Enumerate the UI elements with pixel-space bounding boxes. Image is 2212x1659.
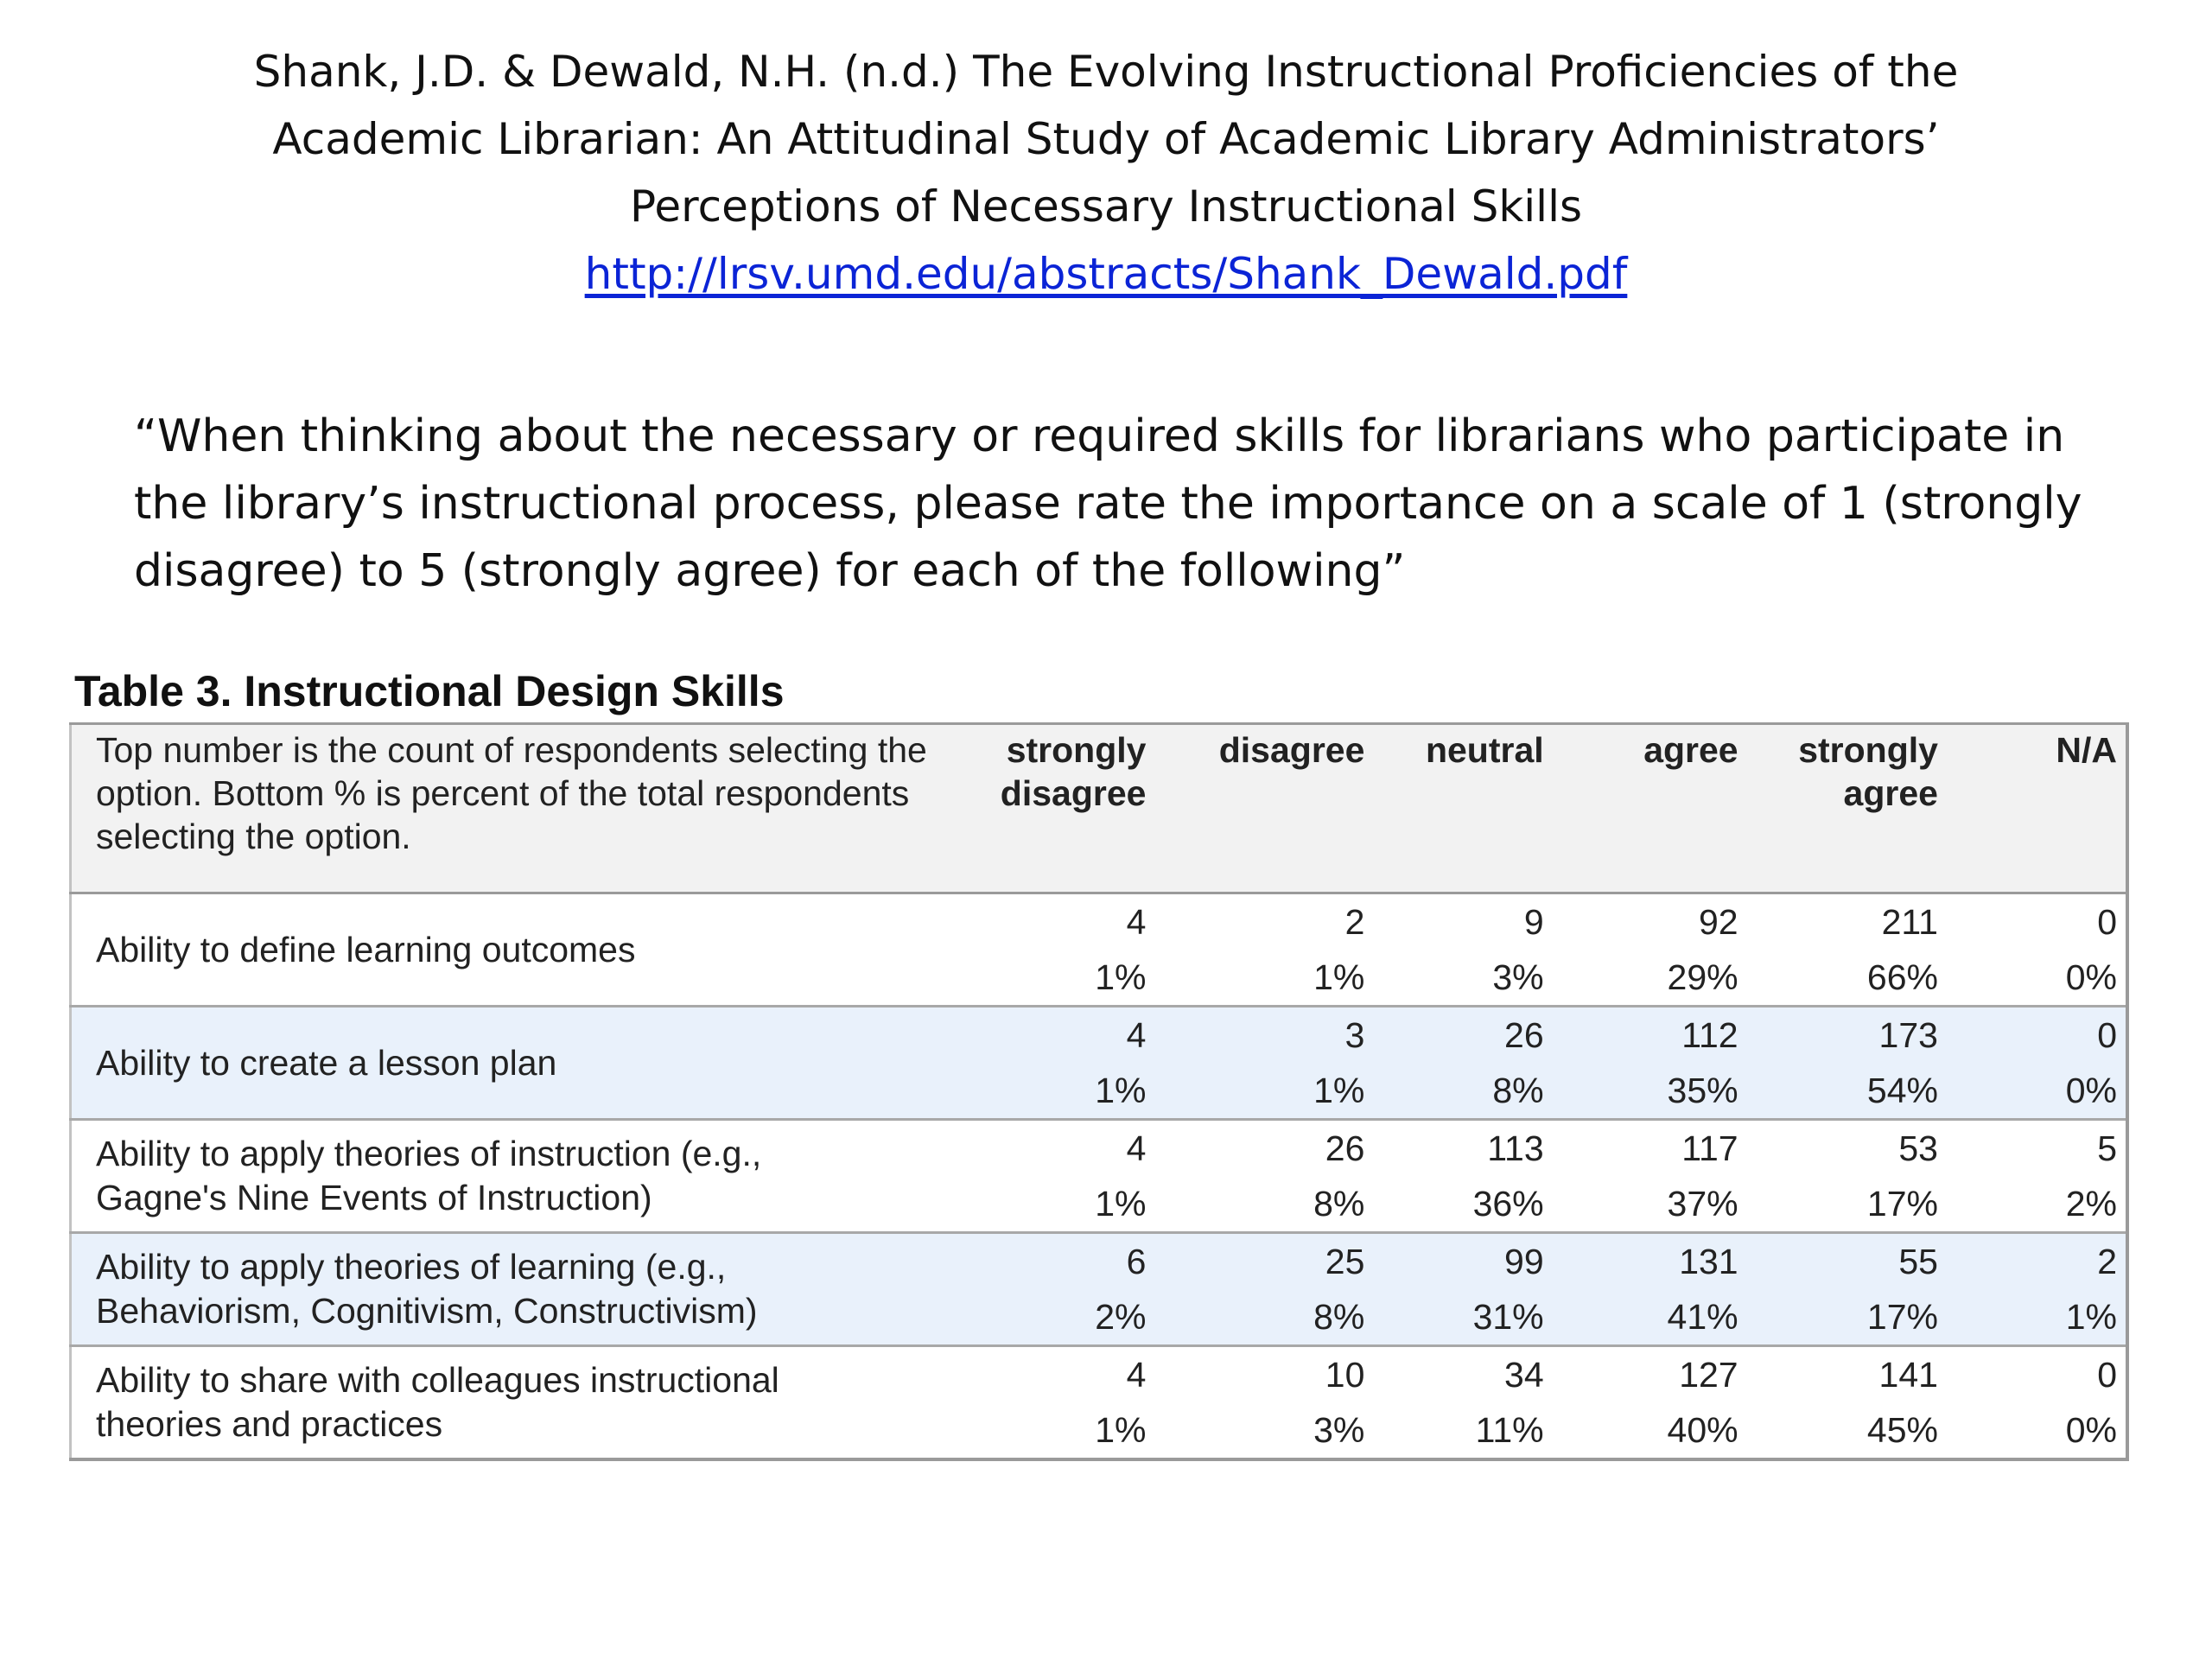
row-label-line: theories and practices: [96, 1404, 443, 1444]
value-cell: [1373, 1346, 1552, 1460]
column-header-neutral: neutral: [1425, 730, 1544, 770]
row-label: [71, 893, 931, 1007]
respondent-count: 4: [1126, 1355, 1147, 1395]
respondent-percent: 1%: [1095, 1410, 1147, 1450]
respondent-count: 26: [1504, 1015, 1544, 1055]
respondent-percent: 17%: [1866, 1297, 1938, 1337]
row-label-line: Behaviorism, Cognitivism, Constructivism): [96, 1291, 758, 1331]
respondent-count: 10: [1325, 1355, 1365, 1395]
respondent-count: 4: [1126, 1015, 1147, 1055]
value-cell: [1947, 1233, 2127, 1346]
value-cell: [1553, 893, 1747, 1007]
respondent-count: 4: [1126, 1128, 1147, 1168]
respondent-count: 2: [1344, 902, 1365, 942]
row-label: [71, 1120, 931, 1233]
respondent-percent: 31%: [1472, 1297, 1544, 1337]
row-label-line: Ability to create a lesson plan: [96, 1042, 557, 1083]
respondent-percent: 45%: [1866, 1410, 1938, 1450]
respondent-percent: 1%: [1095, 1184, 1147, 1224]
value-cell: [1947, 893, 2127, 1007]
respondent-count: 5: [2097, 1128, 2117, 1168]
respondent-percent: 35%: [1667, 1071, 1738, 1110]
respondent-count: 0: [2097, 1355, 2117, 1395]
citation-line: Shank, J.D. & Dewald, N.H. (n.d.) The Evolving Instructional Proficiencies of the: [253, 47, 1959, 97]
value-cell: [1947, 1120, 2127, 1233]
respondent-percent: 2%: [1095, 1297, 1147, 1337]
column-header-strongly-disagree: [930, 724, 1154, 893]
respondent-percent: 54%: [1866, 1071, 1938, 1110]
citation-link[interactable]: http://lrsv.umd.edu/abstracts/Shank_Dewald.pdf: [584, 249, 1628, 299]
column-header-strongly-agree: [1747, 724, 1947, 893]
column-header-line: strongly: [1798, 730, 1938, 770]
respondent-count: 34: [1504, 1355, 1544, 1395]
respondent-percent: 0%: [2065, 1071, 2117, 1110]
column-header-agree: agree: [1643, 730, 1738, 770]
table-row: [71, 1233, 2128, 1346]
value-cell: [1373, 1007, 1552, 1120]
respondent-count: 55: [1898, 1242, 1938, 1281]
respondent-percent: 1%: [1095, 957, 1147, 997]
column-header-na: N/A: [2056, 730, 2117, 770]
row-label-line: Ability to define learning outcomes: [96, 929, 636, 969]
respondent-percent: 2%: [2065, 1184, 2117, 1224]
column-header-line: disagree: [1000, 773, 1147, 813]
row-label: [71, 1233, 931, 1346]
value-cell: [930, 1007, 1154, 1120]
row-label-line: Ability to apply theories of instruction (e.g.,: [96, 1134, 762, 1173]
row-label: [71, 1007, 931, 1120]
table-description: Top number is the count of respondents selecting the option. Bottom % is percent of the total respondents selecting the option.: [96, 730, 927, 856]
instructional-design-skills-table: [69, 722, 2129, 1461]
respondent-percent: 1%: [1313, 957, 1365, 997]
respondent-count: 141: [1878, 1355, 1938, 1395]
respondent-percent: 8%: [1313, 1297, 1365, 1337]
respondent-percent: 1%: [1095, 1071, 1147, 1110]
respondent-percent: 8%: [1313, 1184, 1365, 1224]
respondent-count: 173: [1878, 1015, 1938, 1055]
respondent-percent: 41%: [1667, 1297, 1738, 1337]
row-label-line: Ability to share with colleagues instructional: [96, 1360, 779, 1400]
value-cell: [1553, 1346, 1747, 1460]
value-cell: [930, 1120, 1154, 1233]
respondent-percent: 0%: [2065, 1410, 2117, 1450]
respondent-percent: 36%: [1472, 1184, 1544, 1224]
respondent-percent: 11%: [1475, 1410, 1544, 1450]
respondent-count: 26: [1325, 1128, 1365, 1168]
respondent-count: 131: [1679, 1242, 1738, 1281]
respondent-count: 113: [1487, 1128, 1544, 1168]
respondent-count: 112: [1681, 1015, 1738, 1055]
respondent-percent: 1%: [2065, 1297, 2117, 1337]
value-cell: [1947, 1346, 2127, 1460]
value-cell: [1373, 1120, 1552, 1233]
row-label-line: Ability to apply theories of learning (e.g.,: [96, 1247, 727, 1287]
value-cell: [1747, 1120, 1947, 1233]
respondent-percent: 66%: [1866, 957, 1938, 997]
citation-line: Academic Librarian: An Attitudinal Study of Academic Library Administrators’: [272, 114, 1940, 164]
value-cell: [1747, 1233, 1947, 1346]
citation-line: Perceptions of Necessary Instructional Skills: [629, 181, 1583, 232]
table-row: [71, 1346, 2128, 1460]
respondent-count: 3: [1344, 1015, 1365, 1055]
value-cell: [1947, 1007, 2127, 1120]
citation-block: [138, 38, 2074, 308]
respondent-percent: 37%: [1667, 1184, 1738, 1224]
respondent-percent: 17%: [1866, 1184, 1938, 1224]
value-cell: [1154, 893, 1373, 1007]
respondent-count: 4: [1126, 902, 1147, 942]
respondent-percent: 3%: [1492, 957, 1544, 997]
respondent-percent: 29%: [1667, 957, 1738, 997]
row-label: [71, 1346, 931, 1460]
respondent-count: 6: [1126, 1242, 1147, 1281]
respondent-percent: 1%: [1313, 1071, 1365, 1110]
value-cell: [1154, 1007, 1373, 1120]
respondent-count: 9: [1523, 902, 1544, 942]
column-header-line: agree: [1843, 773, 1938, 813]
value-cell: [930, 893, 1154, 1007]
respondent-count: 117: [1681, 1128, 1738, 1168]
value-cell: [1553, 1233, 1747, 1346]
value-cell: [1154, 1233, 1373, 1346]
respondent-count: 0: [2097, 902, 2117, 942]
table-row: [71, 1120, 2128, 1233]
column-header-disagree: disagree: [1218, 730, 1365, 770]
value-cell: [1154, 1120, 1373, 1233]
respondent-count: 99: [1504, 1242, 1544, 1281]
respondent-percent: 3%: [1313, 1410, 1365, 1450]
value-cell: [1747, 893, 1947, 1007]
table-row: [71, 1007, 2128, 1120]
respondent-count: 25: [1325, 1242, 1365, 1281]
respondent-count: 2: [2097, 1242, 2117, 1281]
respondent-count: 211: [1881, 902, 1938, 942]
respondent-count: 127: [1679, 1355, 1738, 1395]
value-cell: [1747, 1007, 1947, 1120]
row-label-line: Gagne's Nine Events of Instruction): [96, 1178, 652, 1217]
table-row: [71, 893, 2128, 1007]
value-cell: [930, 1233, 1154, 1346]
value-cell: [1373, 1233, 1552, 1346]
table-body: [71, 893, 2128, 1460]
value-cell: [1154, 1346, 1373, 1460]
table-header-row: [71, 724, 2128, 893]
value-cell: [1553, 1120, 1747, 1233]
respondent-count: 0: [2097, 1015, 2117, 1055]
value-cell: [930, 1346, 1154, 1460]
respondent-count: 53: [1898, 1128, 1938, 1168]
value-cell: [1747, 1346, 1947, 1460]
respondent-percent: 8%: [1492, 1071, 1544, 1110]
table-title: Table 3. Instructional Design Skills: [74, 667, 785, 715]
column-header-line: strongly: [1006, 730, 1147, 770]
respondent-percent: 0%: [2065, 957, 2117, 997]
value-cell: [1553, 1007, 1747, 1120]
survey-prompt: “When thinking about the necessary or required skills for librarians who participate in the library’s instructional process, please rate the importance on a scale of 1 (strongly disagree) to 5 (strongly agree) for each of the following”: [134, 410, 2082, 597]
value-cell: [1373, 893, 1552, 1007]
respondent-percent: 40%: [1667, 1410, 1738, 1450]
respondent-count: 92: [1699, 902, 1738, 942]
